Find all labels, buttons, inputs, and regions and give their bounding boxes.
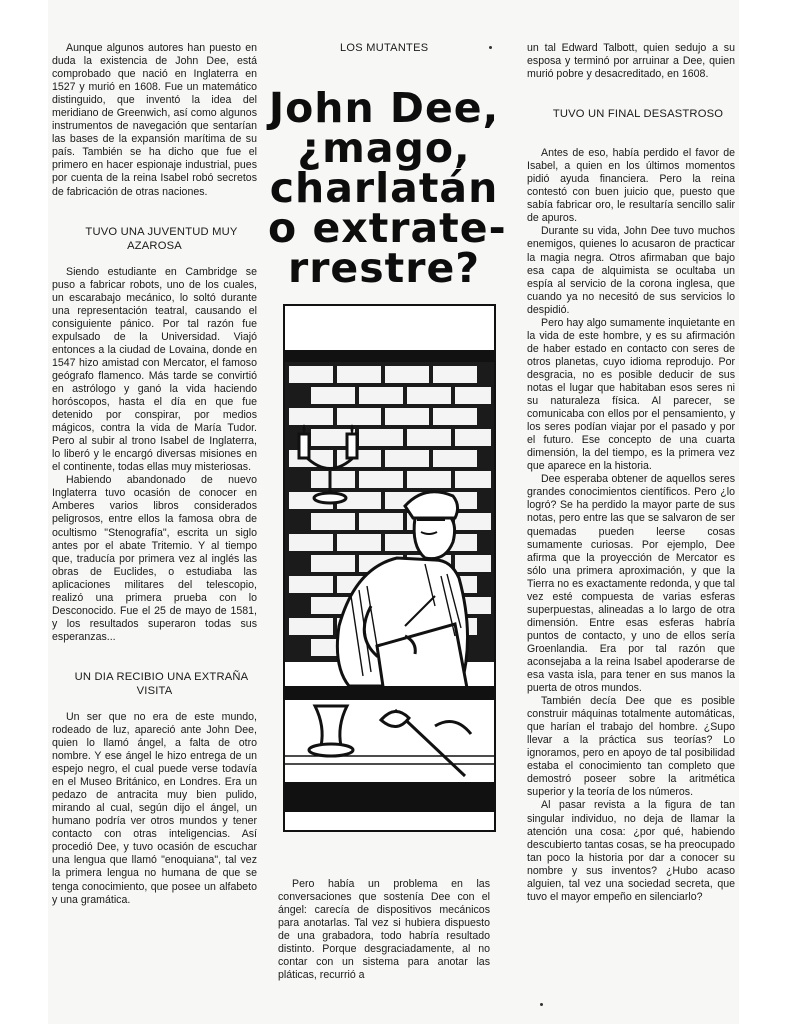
paragraph: Al pasar revista a la figura de tan singular individuo, no deja de llamar la atención una cosa: ¿por qué, habiendo descubierto tantas cosas, se ha preocupado tan poco la historia por dar a conocer su nombre y sus inventos? ¿Hubo acaso alguien, tal vez una sociedad secreta, que tuvo el mayor empeño en silenciarlo? [527, 799, 735, 903]
paragraph: También decía Dee que es posible construir máquinas totalmente automáticas, que harían el trabajo del hombre. ¿Supo llevar a la práctica sus teorías? Lo ignoramos, pero en apoyo de tal posibilidad estaba el conocimiento tan completo que demostró poseer sobre la aritmética superior y la teoría de los números. [527, 695, 735, 799]
paragraph: Habiendo abandonado de nuevo Inglaterra tuvo ocasión de conocer en Amberes varios libros considerados peligrosos, entre ellos la famosa obra de ocultismo "Stenografía", escrita un siglo antes por el abate Tritemio. Y al tiempo que, traducía por primera vez al inglés las obras de Euclides, o estudiaba las aplicaciones militares del telescopio, realizó una primera prueba con lo Desconocido. Fue el 25 de mayo de 1581, y los resultados superaron todas sus esperanzas... [52, 474, 257, 643]
title-line: charlatán [269, 164, 499, 212]
paragraph: Un ser que no era de este mundo, rodeado de luz, apareció ante John Dee, quien lo llamó ángel, a falta de otro nombre. Y ese ángel le hizo entrega de un espejo negro, el cual puede verse todavía en el Museo Británico, en Londres. Era un pedazo de antracita muy bien pulido, mirando al cual, según dijo el ángel, un humano podría ver otros mundos y tener contacto con otras inteligencias. Así procedió Dee, y tuvo ocasión de escuchar una lengua que llamó "enoquiana", tal vez la primera lengua no humana de que se tenga conocimiento, que posee un alfabeto y una gramática. [52, 710, 257, 906]
title-line: rrestre? [287, 244, 481, 292]
paragraph: Durante su vida, John Dee tuvo muchos enemigos, quienes lo acusaron de practicar la magia negra. Otros afirmaban que bajo esa capa de alquimista se ocultaba un espía al servicio de la corona inglesa, que cuando ya no necesitó de sus servicios lo despidió. [527, 225, 735, 316]
heading-juventud: TUVO UNA JUVENTUD MUY AZAROSA [85, 225, 238, 252]
paragraph: Pero había un problema en las conversaciones que sostenía Dee con el ángel: carecía de dispositivos mecánicos para anotarlas. Tal vez si hubiera dispuesto de una grabadora, todo habría resultado distinto. Porque desgraciadamente, al no contar con un sistema para anotar las pláticas, recurrió a [278, 878, 490, 982]
section-label: LOS MUTANTES [340, 42, 429, 54]
paragraph: un tal Edward Talbott, quien sedujo a su esposa y terminó por arruinar a Dee, quien murió pobre y desacreditado, en 1608. [527, 42, 735, 81]
heading-final: TUVO UN FINAL DESASTROSO [552, 108, 724, 121]
title-line: ¿mago, [297, 124, 471, 172]
left-column [52, 42, 257, 907]
scribe-woodcut-illustration [283, 304, 496, 832]
paragraph: Dee esperaba obtener de aquellos seres grandes conocimientos científicos. Pero ¿lo logró? Se ha perdido la mayor parte de sus notas, pero entre las que se salvaron de ser quemadas pueden leerse cosas sumamente curiosas. Por ejemplo, Dee afirma que la proyección de Mercator es sólo una primera aproximación, y que la Tierra no es exactamente redonda, y que tal vez esté compuesta de varias esferas superpuestas, alineadas a lo largo de otra dimensión. Entre esas esferas habría puntos de contacto, y uno de ellos sería Groenlandia. Era por tal razón que aconsejaba a la reina Isabel apoderarse de esa vasta isla, para tener en sus manos la puerta de otros mundos. [527, 473, 735, 695]
paragraph: Siendo estudiante en Cambridge se puso a fabricar robots, uno de los cuales, un escarabajo mecánico, lo soltó durante una representación teatral, causando el consiguiente pánico. Por tal razón fue expulsado de la Universidad. Viajó entonces a la ciudad de Lovaina, donde en 1547 hizo amistad con Mercator, el famoso geógrafo flamenco. Más tarde se convirtió en astrólogo y ganó la vida haciendo horóscopos, hasta el día en que fue detenido por conspirar, por medios mágicos, contra la vida de María Tudor. Pero al subir al trono Isabel de Inglaterra, lo liberó y le encargó diversas misiones en el continente, todas ellas muy misteriosas. [52, 265, 257, 474]
ink-speck [540, 1003, 543, 1006]
paragraph: Pero hay algo sumamente inquietante en la vida de este hombre, y es su afirmación de haber estado en contacto con seres de otros planetas, cuyo idioma reprodujo. Por desgracia, no es posible deducir de sus notas el lugar que habitaban esos seres ni su naturaleza física. Al parecer, se comunicaba con ellos por el pensamiento, y los seres podían viajar por el pasado y por el futuro. Ese concepto de una cuarta dimensión, la del tiempo, es la primera vez que aparece en la historia. [527, 316, 735, 473]
paragraph: Antes de eso, había perdido el favor de Isabel, a quien en los últimos momentos pidió ayuda financiera. Pero la reina contestó con buen juicio que, puesto que sabía fabricar oro, le resultaría sencillo salir de apuros. [527, 147, 735, 225]
title-line: o extrate- [268, 204, 507, 252]
intro-paragraph: Aunque algunos autores han puesto en duda la existencia de John Dee, está comprobado que nació en Inglaterra en 1527 y murió en 1608. Fue un matemático distinguido, que inventó la idea del meridiano de Greenwich, así como algunos instrumentos de navegación que sentarían las bases de la expansión marítima de su país. También se ha dicho que fue el primero en hacer espionaje industrial, pues por cuenta de la reina Isabel robó secretos de fabricación de otras naciones. [52, 42, 257, 198]
scan-margin-right [739, 0, 787, 1024]
scan-margin-left [0, 0, 48, 1024]
middle-column [278, 878, 490, 982]
heading-visita: UN DIA RECIBIO UNA EXTRAÑA VISITA [74, 670, 249, 697]
article-title [268, 84, 507, 292]
right-column [527, 42, 735, 904]
ink-speck [489, 46, 492, 49]
title-line: John Dee, [268, 84, 500, 132]
